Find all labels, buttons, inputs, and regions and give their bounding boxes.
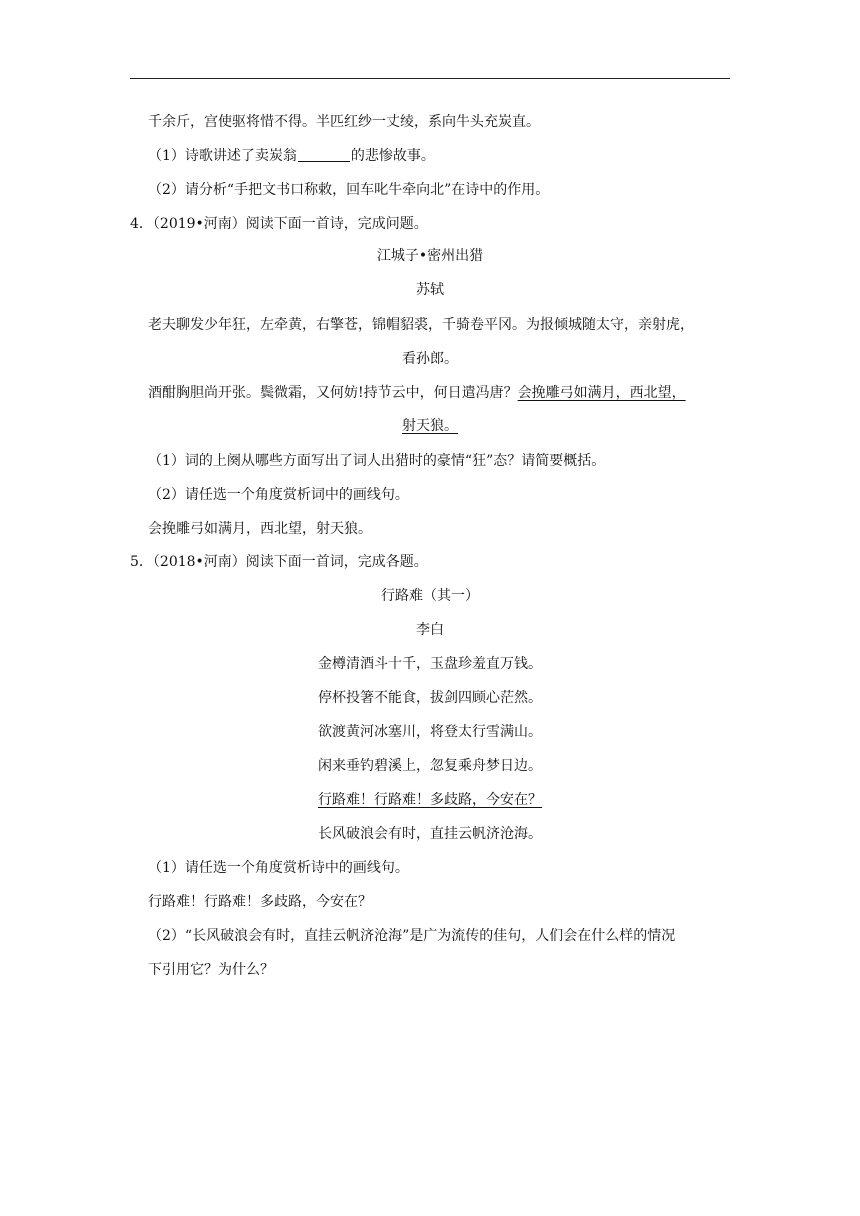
q4-subquestion-2: （2）请任选一个角度赏析词中的画线句。 xyxy=(148,487,409,503)
q5-poem-title: 行路难（其一） xyxy=(381,588,479,604)
q4-poem-title: 江城子•密州出猎 xyxy=(376,248,484,264)
q5-subquestion-1: （1）请任选一个角度赏析诗中的画线句。 xyxy=(148,860,409,876)
q3-sub1-text-before: （1）诗歌讲述了卖炭翁 xyxy=(148,148,297,164)
q3-subquestion-1 xyxy=(148,146,435,166)
q4-stanza2-line1 xyxy=(148,383,686,403)
q5-poem-line-underlined xyxy=(130,790,730,810)
q5-underlined-line: 行路难！行路难！多歧路，今安在？ xyxy=(318,792,542,808)
q5-quoted-line: 行路难！行路难！多歧路，今安在？ xyxy=(148,894,372,910)
q5-stem: 5．（2018•河南）阅读下面一首词，完成各题。 xyxy=(130,554,428,570)
q5-poem-author: 李白 xyxy=(416,622,444,638)
q3-subquestion-2: （2）请分析“手把文书口称敕，回车叱牛牵向北”在诗中的作用。 xyxy=(148,182,550,198)
q4-poem-author: 苏轼 xyxy=(416,282,444,298)
q5-poem-line: 长风破浪会有时，直挂云帆济沧海。 xyxy=(318,826,542,842)
q4-underlined-line: 会挽雕弓如满月，西北望， xyxy=(517,385,686,401)
q4-stanza1-line2: 看孙郎。 xyxy=(402,351,458,367)
q5-poem-line: 金樽清酒斗十千，玉盘珍羞直万钱。 xyxy=(318,656,542,672)
q4-subquestion-1: （1）词的上阕从哪些方面写出了词人出猎时的豪情“狂”态？请简要概括。 xyxy=(148,453,606,469)
header-rule xyxy=(130,78,730,79)
q5-subquestion-2-line1: （2）“长风破浪会有时，直挂云帆济沧海”是广为流传的佳句，人们会在什么样的情况 xyxy=(148,928,676,944)
poem-continuation: 千余斤，宫使驱将惜不得。半匹红纱一丈绫，系向牛头充炭直。 xyxy=(148,114,540,130)
q4-stem: 4．（2019•河南）阅读下面一首诗，完成问题。 xyxy=(130,216,428,232)
q4-quoted-line: 会挽雕弓如满月，西北望，射天狼。 xyxy=(148,521,372,537)
q5-subquestion-2-line2: 下引用它？为什么？ xyxy=(148,962,274,978)
q5-poem-line: 欲渡黄河冰塞川，将登太行雪满山。 xyxy=(318,724,542,740)
answer-blank[interactable] xyxy=(298,147,350,162)
q5-poem-line: 停杯投箸不能食，拔剑四顾心茫然。 xyxy=(318,690,542,706)
q4-stanza1-line1: 老夫聊发少年狂，左牵黄，右擎苍，锦帽貂裘，千骑卷平冈。为报倾城随太守，亲射虎， xyxy=(148,317,694,333)
q4-stanza2-line2 xyxy=(130,416,730,436)
q4-stanza2-plain: 酒酣胸胆尚开张。鬓微霜，又何妨!持节云中，何日遣冯唐？ xyxy=(148,385,518,401)
q5-poem-line: 闲来垂钓碧溪上，忽复乘舟梦日边。 xyxy=(318,758,542,774)
q4-underlined-line-end: 射天狼。 xyxy=(402,418,458,434)
q3-sub1-text-after: 的悲惨故事。 xyxy=(350,148,435,164)
